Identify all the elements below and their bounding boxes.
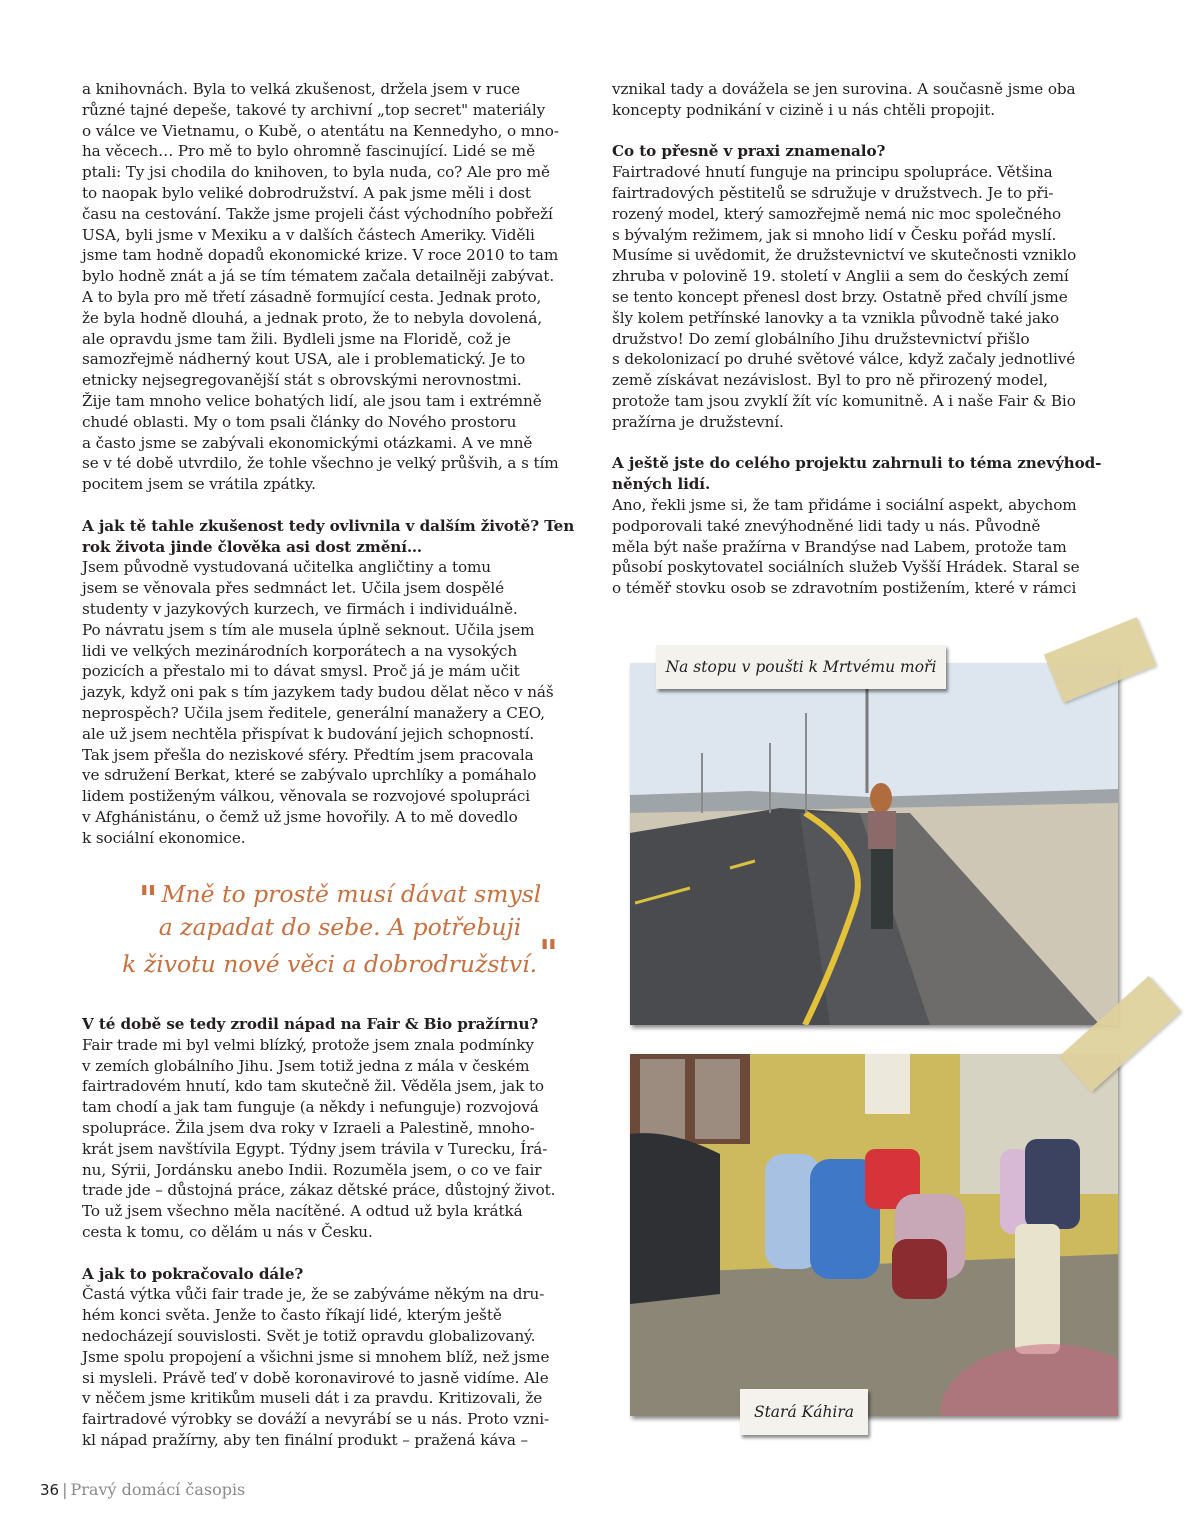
text-line: družstvo! Do zemí globálního Jihu družstevnictví přišlo — [612, 329, 1030, 348]
text-line: bylo hodně znát a já se tím tématem začala detailněji zabývat. — [82, 267, 555, 286]
text-line: v zemích globálního Jihu. Jsem totiž jedna z mála v českém — [82, 1056, 530, 1075]
text-line: krát jsem navštívila Egypt. Týdny jsem trávila v Turecku, Írá- — [82, 1139, 548, 1158]
street-photo-illustration — [630, 1054, 1118, 1416]
text-line: k sociální ekonomice. — [82, 828, 246, 847]
text-line: lidi ve velkých mezinárodních korporátech a na vysokých — [82, 641, 518, 660]
text-line: koncepty podnikání v cizině i u nás chtěli propojit. — [612, 100, 995, 119]
text-line: o válce ve Vietnamu, o Kubě, o atentátu na Kennedyho, o mno- — [82, 121, 559, 140]
text-line: cesta k tomu, co dělám u nás v Česku. — [82, 1222, 373, 1241]
paragraph-1 — [82, 79, 602, 495]
interview-question — [82, 516, 602, 558]
question-line: něných lidí. — [612, 475, 711, 494]
text-line: ve sdružení Berkat, které se zabývalo uprchlíky a pomáhalo — [82, 766, 537, 785]
text-line: země získávat nezávislost. Byl to pro ně přirozený model, — [612, 371, 1049, 390]
text-line: Musíme si uvědomit, že družstevnictví ve skutečnosti vzniklo — [612, 246, 1077, 265]
text-line: jsem se věnovala přes sedmnáct let. Učila jsem dospělé — [82, 579, 505, 598]
text-line: Po návratu jsem s tím ale musela úplně seknout. Učila jsem — [82, 620, 535, 639]
question-line: A ještě jste do celého projektu zahrnuli to téma znevýhod- — [612, 454, 1102, 473]
text-line: že byla hodně dlouhá, a jednak proto, že to nebyla dovolená, — [82, 308, 543, 327]
road-photo — [630, 663, 1118, 1025]
text-line: Ano, řekli jsme si, že tam přidáme i sociální aspekt, abychom — [612, 495, 1077, 514]
text-line: Fairtradové hnutí funguje na principu spolupráce. Většina — [612, 163, 1053, 182]
text-line: rozený model, který samozřejmě nemá nic moc společného — [612, 204, 1062, 223]
question-line: rok života jinde člověka asi dost změní… — [82, 537, 423, 556]
text-line: zhruba v polovině 19. století v Anglii a sem do českých zemí — [612, 267, 1069, 286]
paragraph-1 — [612, 79, 1132, 121]
text-line: pozicích a přestalo mi to dávat smysl. Proč já je mám učit — [82, 662, 520, 681]
text-line: v Afghánistánu, o čemž už jsme hovořily. A to mě dovedlo — [82, 807, 518, 826]
photo-caption: Stará Káhira — [740, 1389, 868, 1435]
text-line: Jsme spolu propojení a všichni jsme si mnohem blíž, než jsme — [82, 1347, 550, 1366]
text-line: chudé oblasti. My o tom psali články do Nového prostoru — [82, 412, 517, 431]
left-column-lower — [82, 1014, 602, 1451]
text-line: ptali: Ty jsi chodila do knihoven, to byla nuda, co? Ale pro mě — [82, 163, 550, 182]
quote-line: k životu nové věci a dobrodružství. — [122, 950, 538, 978]
interview-question: Co to přesně v praxi znamenalo? — [612, 142, 886, 161]
text-line: si mysleli. Právě teď v době koronavirové to jasně vidíme. Ale — [82, 1368, 549, 1387]
text-line: etnicky nejsegregovanější stát s obrovskými nerovnostmi. — [82, 371, 522, 390]
text-line: to naopak bylo veliké dobrodružství. A pak jsme měli i dost — [82, 183, 531, 202]
footer-separator: | — [62, 1480, 68, 1499]
interview-question: A jak to pokračovalo dále? — [82, 1264, 304, 1283]
text-line: pražírna je družstevní. — [612, 412, 784, 431]
text-line: A to byla pro mě třetí zásadně formující cesta. Jednak proto, — [82, 287, 542, 306]
close-quote-icon: " — [539, 933, 558, 975]
text-line: kl nápad pražírny, aby ten finální produkt – pražená káva – — [82, 1430, 529, 1449]
page-number: 36 — [40, 1481, 60, 1499]
text-line: jazyk, když oni pak s tím jazykem tady budou dělat něco v náš — [82, 683, 554, 702]
text-line: měla být naše pražírna v Brandýse nad Labem, protože tam — [612, 537, 1067, 556]
text-line: samozřejmě nádherný kout USA, ale i problematický. Je to — [82, 350, 526, 369]
text-line: To už jsem všechno měla nacítěné. A odtud už byla krátká — [82, 1202, 523, 1221]
text-line: lidem postiženým válkou, věnovala se rozvojové spolupráci — [82, 787, 530, 806]
text-line: nedocházejí souvislosti. Svět je totiž opravdu globalizovaný. — [82, 1326, 536, 1345]
text-line: vznikal tady a dovážela se jen surovina. A současně jsme oba — [612, 80, 1076, 98]
interview-question — [612, 453, 1132, 495]
text-line: Fair trade mi byl velmi blízký, protože jsem znala podmínky — [82, 1035, 534, 1054]
magazine-name: Pravý domácí časopis — [70, 1480, 246, 1499]
open-quote-icon: " — [138, 879, 158, 921]
text-line: fairtradových pěstitelů se sdružuje v družstvech. Je to při- — [612, 183, 1054, 202]
text-line: USA, byli jsme v Mexiku a v dalších částech Ameriky. Viděli — [82, 225, 535, 244]
page-footer — [40, 1480, 245, 1499]
quote-line: a zapadat do sebe. A potřebuji — [158, 913, 522, 941]
text-line: protože tam jsou zvyklí žít víc komunitně. A i naše Fair & Bio — [612, 391, 1076, 410]
pull-quote — [90, 878, 590, 981]
text-line: studenty v jazykových kurzech, ve firmách i individuálně. — [82, 599, 518, 618]
right-column — [612, 79, 1132, 599]
question-line: A jak tě tahle zkušenost tedy ovlivnila v dalším životě? Ten — [82, 516, 575, 535]
paragraph-4 — [82, 1284, 602, 1450]
text-line: jsme tam hodně dopadů ekonomické krize. V roce 2010 to tam — [82, 246, 559, 265]
text-line: a často jsme se zabývali ekonomickými otázkami. A ve mně — [82, 433, 533, 452]
quote-line: Mně to prostě musí dávat smysl — [161, 880, 542, 908]
paragraph-2 — [82, 557, 602, 848]
text-line: neprospěch? Učila jsem ředitele, generální manažery a CEO, — [82, 703, 545, 722]
text-line: Jsem původně vystudovaná učitelka angličtiny a tomu — [82, 558, 491, 577]
road-photo-illustration — [630, 663, 1118, 1025]
interview-question: V té době se tedy zrodil nápad na Fair & Bio pražírnu? — [82, 1015, 539, 1033]
text-line: hém konci světa. Jenže to často říkají lidé, kterým ještě — [82, 1306, 502, 1325]
text-line: a knihovnách. Byla to velká zkušenost, držela jsem v ruce — [82, 80, 520, 98]
text-line: se v té době utvrdilo, že tohle všechno je velký průšvih, a s tím — [82, 454, 559, 473]
text-line: nu, Sýrii, Jordánsku anebo Indii. Rozuměla jsem, o co ve fair — [82, 1160, 542, 1179]
paragraph-3 — [612, 495, 1132, 599]
text-line: v něčem jsme kritikům museli dát i za pravdu. Kritizovali, že — [82, 1389, 543, 1408]
text-line: trade jde – důstojná práce, zákaz dětské práce, důstojný život. — [82, 1181, 556, 1200]
text-line: tam chodí a jak tam funguje (a někdy i nefunguje) rozvojová — [82, 1098, 539, 1117]
text-line: Častá výtka vůči fair trade je, že se zabýváme někým na dru- — [82, 1285, 545, 1304]
text-line: Žije tam mnoho velice bohatých lidí, ale jsou tam i extrémně — [82, 391, 542, 410]
paragraph-3 — [82, 1035, 602, 1243]
photo-caption: Na stopu v poušti k Mrtvému moři — [656, 645, 946, 689]
text-line: ale opravdu jsme tam žili. Bydleli jsme na Floridě, což je — [82, 329, 511, 348]
street-photo — [630, 1054, 1118, 1416]
text-line: spolupráce. Žila jsem dva roky v Izraeli a Palestině, mnoho- — [82, 1118, 535, 1137]
left-column — [82, 79, 602, 848]
text-line: různé tajné depeše, takové ty archivní „top secret" materiály — [82, 100, 546, 119]
text-line: ale už jsem nechtěla přispívat k budování jejich schopností. — [82, 724, 535, 743]
text-line: Tak jsem přešla do neziskové sféry. Předtím jsem pracovala — [82, 745, 534, 764]
text-line: s dekolonizací po druhé světové válce, když začaly jednotlivé — [612, 350, 1076, 369]
text-line: s bývalým režimem, jak si mnoho lidí v Česku pořád myslí. — [612, 225, 1057, 244]
text-line: pocitem jsem se vrátila zpátky. — [82, 475, 316, 494]
text-line: podporovali také znevýhodněné lidi tady u nás. Původně — [612, 516, 1041, 535]
text-line: ha věcech… Pro mě to bylo ohromně fascinující. Lidé se mě — [82, 142, 535, 161]
paragraph-2 — [612, 162, 1132, 432]
text-line: času na cestování. Takže jsme projeli část východního pobřeží — [82, 204, 553, 223]
text-line: šly kolem petřínské lanovky a ta vznikla původně také jako — [612, 308, 1060, 327]
text-line: fairtradové výrobky se dováží a nevyrábí se u nás. Proto vzni- — [82, 1410, 550, 1429]
text-line: se tento koncept přenesl dost brzy. Ostatně před chvílí jsme — [612, 287, 1068, 306]
text-line: o téměř stovku osob se zdravotním postižením, které v rámci — [612, 579, 1077, 598]
text-line: působí poskytovatel sociálních služeb Vyšší Hrádek. Staral se — [612, 558, 1080, 577]
text-line: fairtradovém hnutí, kdo tam skutečně žil. Věděla jsem, jak to — [82, 1077, 544, 1096]
